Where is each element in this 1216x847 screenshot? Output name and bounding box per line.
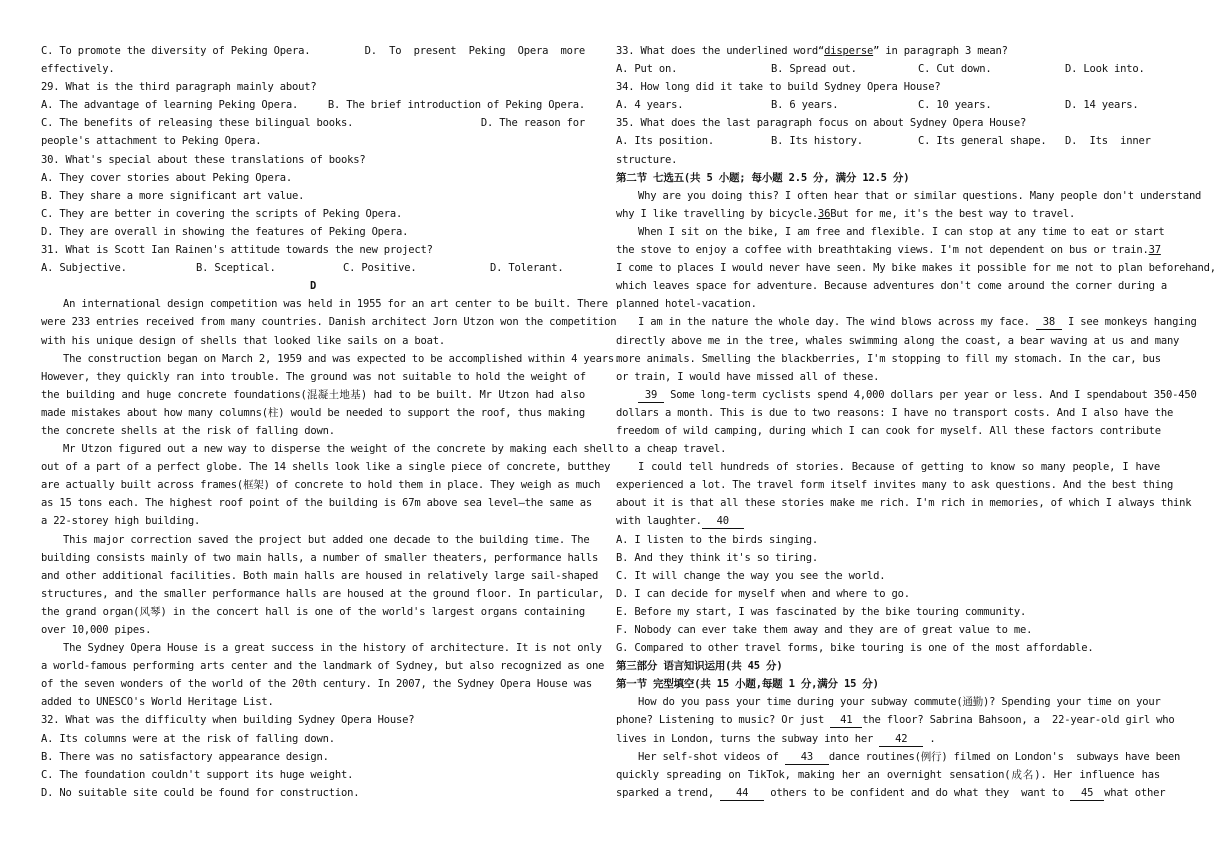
passage-line: of the seven wonders of the world of the 20th century. In 2007, the Sydney Opera House was [41,678,592,691]
blank-45: 45 [1070,786,1104,801]
passage-line: quickly spreading on TikTok, making her an overnight sensation(成名). Her influence has [616,768,1160,781]
passage-text: I am in the nature the whole day. The wind blows across my face. [638,316,1030,329]
option-text: A. I listen to the birds singing. [616,533,819,546]
option-text: C. 10 years. [918,99,992,112]
passage-line: An international design competition was held in 1955 for an art center to be built. There [63,298,608,311]
option-text: C. It will change the way you see the world. [616,569,886,582]
passage-line: added to UNESCO's World Heritage List. [41,696,274,709]
passage-line: the building and huge concrete foundations(混凝土地基) had to be built. Mr Utzon had also [41,388,585,401]
passage-line: experienced a lot. The travel form itself invites many to ask questions. And the best thing [616,479,1174,492]
passage-line: more animals. Smelling the blackberries, I'm stopping to fill my stomach. In the car, bus [616,352,1161,365]
passage-line: a world-famous performing arts center and the landmark of Sydney, but also recognized as one [41,660,605,673]
passage-line: to a cheap travel. [616,443,727,456]
passage-line: Why are you doing this? I often hear that or similar questions. Many people don't understand [638,189,1202,202]
blank-37: 37 [1148,244,1161,257]
passage-line [616,205,1160,223]
passage-line [616,711,1175,729]
passage-line [616,313,1197,331]
option-text: A. 4 years. [616,99,684,112]
passage-line: the grand organ(风琴) in the concert hall is one of the world's largest organs containing [41,605,585,618]
section-heading-cloze: 第一节 完型填空(共 15 小题,每题 1 分,满分 15 分) [616,678,879,691]
passage-text: the floor? Sabrina Bahsoon, a 22-year-old girl who [862,714,1175,727]
passage-line: structures, and the smaller performance halls are housed at the ground floor. In particular, [41,587,605,600]
option-text: E. Before my start, I was fascinated by the bike touring community. [616,605,1027,618]
question-35: 35. What does the last paragraph focus on about Sydney Opera House? [616,117,1027,130]
option-text: D. 14 years. [1065,99,1139,112]
passage-text: with laughter. [616,515,702,528]
option-text: C. Its general shape. [918,135,1047,148]
option-text: B. Its history. [771,135,863,148]
passage-line: out of a part of a perfect globe. The 14 shells look like a single piece of concrete, butthey [41,461,611,474]
option-text: structure. [616,153,678,166]
passage-text: why I like travelling by bicycle. [616,207,819,220]
passage-line: dollars a month. This is due to two reasons: I have no transport costs. And I also have the [616,406,1174,419]
passage-line: The construction began on March 2, 1959 and was expected to be accomplished within 4 years. [63,352,621,365]
passage-line: and other additional facilities. Both main halls are housed in relatively large sail-shaped [41,569,599,582]
option-text: A. Subjective. [41,262,127,275]
q33-suffix: ” in paragraph 3 mean? [873,45,1008,57]
passage-line: Mr Utzon figured out a new way to disperse the weight of the concrete by making each shell [63,443,614,456]
passage-text: I see monkeys hanging [1068,316,1197,329]
passage-text: phone? Listening to music? Or just [616,714,825,727]
passage-line: a 22-storey high building. [41,515,201,528]
passage-text: . [929,732,936,745]
question-29: 29. What is the third paragraph mainly about? [41,81,317,94]
option-text: D. I can decide for myself when and where to go. [616,587,910,600]
option-text: effectively. [41,63,115,76]
passage-line: planned hotel-vacation. [616,298,757,311]
q35-options [616,132,1160,150]
passage-line: as 15 tons each. The highest roof point of the building is 67m above sea level—the same as [41,497,592,510]
passage-line: The Sydney Opera House is a great success in the history of architecture. It is not only [63,642,602,655]
question-34: 34. How long did it take to build Sydney Opera House? [616,81,941,94]
passage-line [616,386,1197,404]
passage-text: the stove to enjoy a coffee with breathtaking views. I'm not dependent on bus or train. [616,244,1149,257]
q33-prefix: 33. What does the underlined word“ [616,45,825,57]
option-text: C. Cut down. [918,63,992,76]
passage-line: which leaves space for adventure. Because adventures don't come around the corner during a [616,280,1167,293]
section-heading-2: 第二节 七选五(共 5 小题; 每小题 2.5 分, 满分 12.5 分) [616,171,910,184]
option-text: B. 6 years. [771,99,839,112]
blank-44: 44 [720,786,764,801]
blank-38: 38 [1036,315,1062,330]
option-text: B. There was no satisfactory appearance design. [41,750,329,763]
blank-41: 41 [830,713,862,728]
q34-options [616,96,1160,114]
q29-options-ab [41,96,585,114]
option-text: B. The brief introduction of Peking Opera. [327,99,585,112]
option-text: D. To present Peking Opera more [364,45,585,57]
passage-text: Her self-shot videos of [638,750,779,763]
option-text: people's attachment to Peking Opera. [41,135,262,148]
passage-text: sparked a trend, [616,786,714,799]
option-text: D. Look into. [1065,63,1145,76]
passage-text: others to be confident and do what they want to [770,786,1065,799]
passage-line: over 10,000 pipes. [41,624,152,636]
blank-40: 40 [702,514,744,529]
q31-options [41,259,585,277]
passage-line [616,748,1181,766]
option-text: B. Spread out. [771,63,857,76]
passage-line [616,730,1160,748]
question-33 [616,42,1160,60]
option-text: A. The advantage of learning Peking Opera. [41,99,299,112]
blank-43: 43 [785,750,829,765]
passage-text: dance routines(例行) filmed on London's subways have been [828,750,1181,763]
passage-line: freedom of wild camping, during which I can cook for myself. All these factors contribute [616,424,1161,437]
option-text: B. And they think it's so tiring. [616,551,819,564]
part-heading-3: 第三部分 语言知识运用(共 45 分) [616,660,783,673]
option-text: B. They share a more significant art value. [41,189,305,202]
option-text: D. Tolerant. [490,262,564,275]
passage-line: the concrete shells at the risk of falling down. [41,424,335,437]
passage-line: However, they quickly ran into trouble. The ground was not suitable to hold the weight of [41,370,586,383]
underlined-word: disperse [824,45,874,57]
passage-line: about it is that all these stories make me rich. I'm rich in memories, of which I always think [616,497,1192,510]
blank-36: 36 [818,207,831,220]
passage-line: building consists mainly of two main halls, a number of smaller theaters, performance halls [41,551,599,564]
option-text: C. The foundation couldn't support its huge weight. [41,768,354,781]
passage-line: or train, I would have missed all of these. [616,370,880,383]
passage-line: made mistakes about how many columns(柱) would be needed to support the roof, thus making [41,406,585,419]
option-text: D. They are overall in showing the features of Peking Opera. [41,225,409,238]
passage-text: lives in London, turns the subway into her [616,732,874,745]
option-text: C. The benefits of releasing these bilingual books. [41,117,354,130]
option-text: F. Nobody can ever take them away and they are of great value to me. [616,624,1033,636]
passage-line: directly above me in the tree, whales swimming along the coast, a bear waving at us and many [616,334,1180,347]
passage-text: what other [1104,786,1166,799]
option-text: D. No suitable site could be found for construction. [41,786,360,799]
option-text: A. Its position. [616,135,714,148]
option-text: A. They cover stories about Peking Opera. [41,171,292,184]
passage-text: Some long-term cyclists spend 4,000 dollars per year or less. And I spendabout 350-450 [670,388,1197,401]
option-text: D. Its inner [1065,135,1151,148]
blank-39: 39 [638,388,664,403]
passage-line [616,512,1160,530]
option-text: C. Positive. [343,262,417,275]
passage-line: with his unique design of shells that looked like sails on a boat. [41,334,446,347]
q28-options-cd [41,42,585,60]
left-column [41,42,621,802]
right-column [616,42,1216,802]
passage-line [616,784,1166,802]
passage-line: When I sit on the bike, I am free and flexible. I can stop at any time to eat or start [638,225,1165,238]
passage-line [616,241,1160,259]
option-text: A. Put on. [616,63,678,76]
q29-options-cd [41,114,585,132]
passage-line: I could tell hundreds of stories. Because of getting to know so many people, I have [638,461,1160,474]
option-text: C. To promote the diversity of Peking Opera. [41,45,311,57]
option-text: B. Sceptical. [196,262,276,275]
blank-42: 42 [879,732,923,747]
question-30: 30. What's special about these translations of books? [41,153,366,166]
passage-line: are actually built across frames(框架) of concrete to hold them in place. They weigh as much [41,479,601,492]
passage-line: I come to places I would never have seen. My bike makes it possible for me not to plan beforehand, [616,262,1216,275]
q33-options [616,60,1160,78]
section-heading-d: D [309,280,317,293]
passage-text: But for me, it's the best way to travel. [830,207,1076,220]
passage-line: were 233 entries received from many countries. Danish architect Jorn Utzon won the competition [41,316,617,329]
passage-line: How do you pass your time during your subway commute(通勤)? Spending your time on your [638,696,1161,709]
option-text: D. The reason for [480,117,585,130]
question-32: 32. What was the difficulty when building Sydney Opera House? [41,714,415,727]
option-text: A. Its columns were at the risk of falling down. [41,732,335,745]
option-text: G. Compared to other travel forms, bike touring is one of the most affordable. [616,642,1094,655]
passage-line: This major correction saved the project but added one decade to the building time. The [63,533,590,546]
question-31: 31. What is Scott Ian Rainen's attitude towards the new project? [41,244,433,257]
option-text: C. They are better in covering the scripts of Peking Opera. [41,207,403,220]
